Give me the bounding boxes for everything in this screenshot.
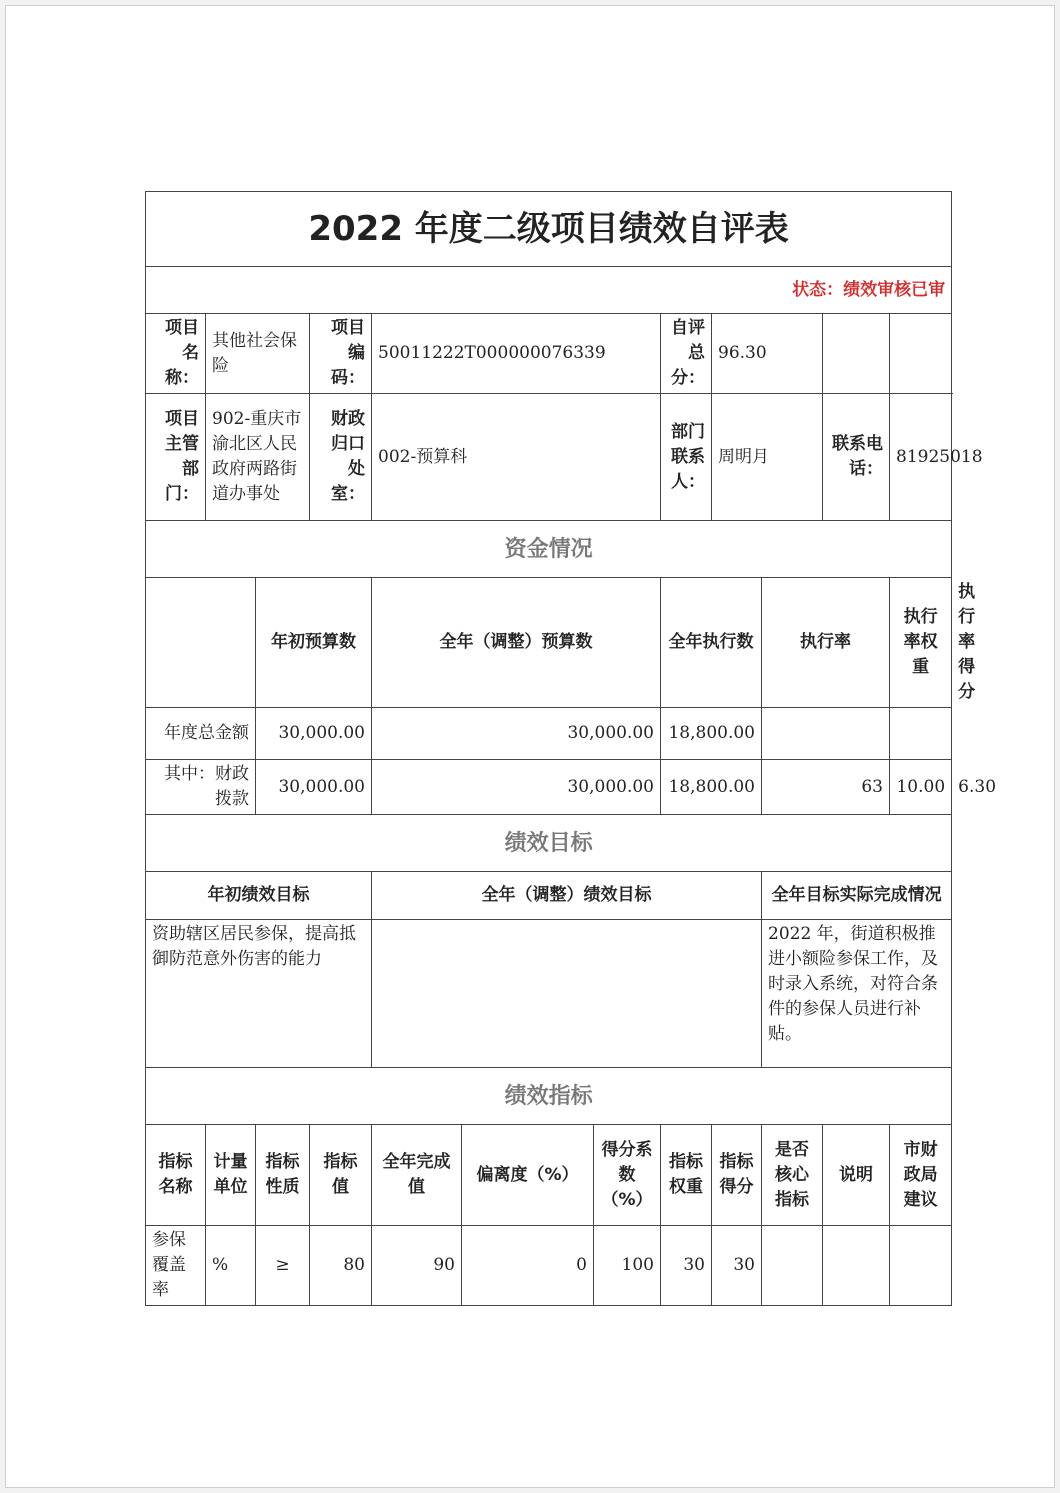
blank-cell (823, 314, 890, 394)
funds-weight: 10.00 (890, 760, 952, 815)
dept-value: 902-重庆市渝北区人民政府两路街道办事处 (206, 394, 310, 521)
funds-header: 年初预算数 (256, 578, 372, 708)
indicator-name: 参保覆盖率 (146, 1226, 206, 1306)
self-score-label: 自评总分： (661, 314, 712, 394)
indicator-header: 偏离度（%） (462, 1125, 594, 1226)
indicator-score: 30 (712, 1226, 762, 1306)
self-score-value: 96.30 (712, 314, 823, 394)
funds-executed: 18,800.00 (661, 708, 762, 760)
phone-label: 联系电话： (823, 394, 890, 521)
phone-value: 81925018 (890, 394, 952, 521)
contact-label: 部门联系人： (661, 394, 712, 521)
indicator-unit: % (206, 1226, 256, 1306)
funds-initial: 30,000.00 (256, 708, 372, 760)
funds-rate: 63 (762, 760, 890, 815)
indicator-nature: ≥ (256, 1226, 310, 1306)
dept-label: 项目主管部门： (146, 394, 206, 521)
project-code-value: 50011222T000000076339 (372, 314, 661, 394)
goals-adjusted-text (372, 920, 762, 1068)
funds-adjusted: 30,000.00 (372, 760, 661, 815)
indicator-header: 指标名称 (146, 1125, 206, 1226)
indicator-header: 指标得分 (712, 1125, 762, 1226)
project-name-label: 项目名称： (146, 314, 206, 394)
funds-header: 全年执行数 (661, 578, 762, 708)
indicator-header: 指标权重 (661, 1125, 712, 1226)
indicator-target: 80 (310, 1226, 372, 1306)
indicator-actual: 90 (372, 1226, 462, 1306)
section-title-indicators: 绩效指标 (146, 1068, 952, 1125)
goals-initial-text: 资助辖区居民参保，提高抵御防范意外伤害的能力 (146, 920, 372, 1068)
indicator-header: 是否核心指标 (762, 1125, 823, 1226)
funds-header: 执行率权重 (890, 578, 952, 708)
funds-row-label: 其中：财政拨款 (146, 760, 256, 815)
indicator-header: 说明 (823, 1125, 890, 1226)
section-title-funds: 资金情况 (146, 521, 952, 578)
funds-adjusted: 30,000.00 (372, 708, 661, 760)
goals-actual-text: 2022 年，街道积极推进小额险参保工作，及时录入系统，对符合条件的参保人员进行补贴。 (762, 920, 952, 1068)
evaluation-form-table (145, 191, 983, 1306)
indicator-header: 市财政局建议 (890, 1125, 952, 1226)
indicator-header: 得分系数（%） (594, 1125, 661, 1226)
indicator-header: 指标性质 (256, 1125, 310, 1226)
funds-header: 执行率 (762, 578, 890, 708)
indicator-coef: 100 (594, 1226, 661, 1306)
finance-office-label: 财政归口处室： (310, 394, 372, 521)
indicator-deviation: 0 (462, 1226, 594, 1306)
table-row (146, 1226, 952, 1306)
status-badge: 状态：绩效审核已审 (146, 267, 952, 314)
funds-header-blank (146, 578, 256, 708)
goals-header-initial: 年初绩效目标 (146, 872, 372, 920)
form-title: 2022 年度二级项目绩效自评表 (146, 192, 952, 267)
indicator-header: 计量单位 (206, 1125, 256, 1226)
indicator-weight: 30 (661, 1226, 712, 1306)
blank-cell (890, 314, 952, 394)
goals-header-actual: 全年目标实际完成情况 (762, 872, 952, 920)
funds-rate (762, 708, 890, 760)
indicator-suggestion (890, 1226, 952, 1306)
funds-executed: 18,800.00 (661, 760, 762, 815)
indicator-header: 指标值 (310, 1125, 372, 1226)
table-row (146, 708, 952, 760)
funds-weight (890, 708, 952, 760)
project-code-label: 项目编码： (310, 314, 372, 394)
funds-row-label: 年度总金额 (146, 708, 256, 760)
goals-header-adjusted: 全年（调整）绩效目标 (372, 872, 762, 920)
indicator-header: 全年完成值 (372, 1125, 462, 1226)
finance-office-value: 002-预算科 (372, 394, 661, 521)
contact-value: 周明月 (712, 394, 823, 521)
indicator-core (762, 1226, 823, 1306)
indicator-note (823, 1226, 890, 1306)
project-name-value: 其他社会保险 (206, 314, 310, 394)
table-row (146, 760, 952, 815)
funds-header: 全年（调整）预算数 (372, 578, 661, 708)
funds-initial: 30,000.00 (256, 760, 372, 815)
section-title-goals: 绩效目标 (146, 815, 952, 872)
